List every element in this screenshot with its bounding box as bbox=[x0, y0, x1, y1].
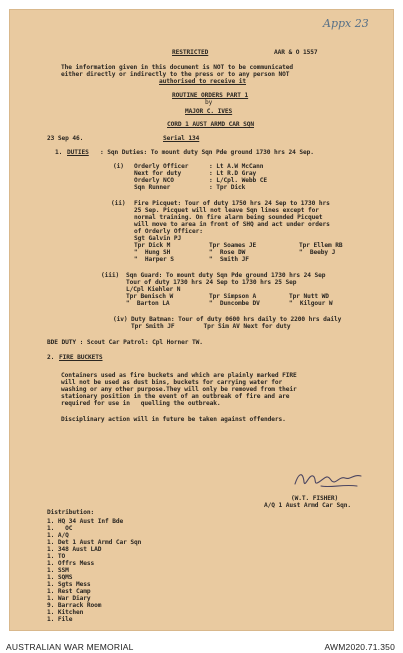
orders-by: by bbox=[205, 99, 213, 106]
name-cell: " Kilgour W bbox=[289, 300, 333, 307]
order-date: 23 Sep 46. bbox=[47, 135, 84, 142]
name-cell: " Smith JF bbox=[209, 256, 249, 263]
name-cell: Tpr Nutt WD bbox=[289, 293, 329, 300]
section-heading: FIRE BUCKETS bbox=[59, 354, 103, 361]
duty-line: Sgt Galvin PJ bbox=[134, 235, 182, 242]
body-line: Containers used as fire buckets and which are plainly marked FIRE bbox=[61, 372, 297, 379]
signatory-name: (W.T. FISHER) bbox=[291, 495, 339, 502]
bde-duty: BDE DUTY : Scout Car Patrol: Cpl Horner TW. bbox=[47, 339, 203, 346]
item-number: (ii) bbox=[111, 200, 126, 207]
body-line: required for use in quelling the outbreak. bbox=[61, 400, 221, 407]
duty-role: Orderly Officer bbox=[134, 163, 189, 170]
body-line: stationary position in the event of an outbreak of fire and are bbox=[61, 393, 290, 400]
distribution-item: 1. 348 Aust LAD bbox=[47, 546, 102, 553]
distribution-item: 1. SSM bbox=[47, 567, 69, 574]
distribution-item: 1. Sgts Mess bbox=[47, 581, 91, 588]
name-cell: Tpr Simpson A bbox=[209, 293, 257, 300]
name-cell: " Barton LA bbox=[126, 300, 170, 307]
distribution-item: 1. Rest Camp bbox=[47, 588, 91, 595]
duty-person: : Lt R.D Gray bbox=[209, 170, 257, 177]
section-line: : Sqn Duties: To mount duty Sqn Pde ground 1730 hrs 24 Sep. bbox=[100, 149, 314, 156]
item-number: (iii) bbox=[101, 272, 120, 279]
notice-line: either directly or indirectly to the press or to any person NOT bbox=[61, 71, 290, 78]
duty-line: Duty Batman: Tour of duty 0600 hrs daily to 2200 hrs daily bbox=[131, 316, 342, 323]
document-page bbox=[9, 9, 394, 631]
orders-title: ROUTINE ORDERS PART 1 bbox=[172, 92, 249, 99]
duty-line: 25 Sep. Picquet will not leave Sqn lines except for bbox=[134, 207, 319, 214]
item-number: (i) bbox=[113, 163, 124, 170]
duty-person: : L/Cpl. Webb CE bbox=[209, 177, 268, 184]
duty-line: Tour of duty 1730 hrs 24 Sep to 1730 hrs 25 Sep bbox=[126, 279, 297, 286]
footer-credit: AUSTRALIAN WAR MEMORIAL bbox=[6, 642, 134, 652]
serial-number: Serial 134 bbox=[163, 135, 200, 142]
name-cell: Tpr Ellem RB bbox=[299, 242, 343, 249]
name-cell: " Harper S bbox=[134, 256, 174, 263]
name-cell: " Beeby J bbox=[299, 249, 336, 256]
classification: RESTRICTED bbox=[172, 49, 209, 56]
name-cell: " Hung SH bbox=[134, 249, 171, 256]
officer-name: MAJOR C. IVES bbox=[185, 108, 233, 115]
distribution-item: 1. War Diary bbox=[47, 595, 91, 602]
name-cell: Tpr Benisch W bbox=[126, 293, 174, 300]
duty-line: normal training. On fire alarm being sounded Picquet bbox=[134, 214, 323, 221]
body-line: Disciplinary action will in future be taken against offenders. bbox=[61, 416, 286, 423]
duty-line: Tpr Smith JF Tpr Sim AV Next for duty bbox=[131, 323, 291, 330]
section-number: 2. bbox=[47, 354, 55, 361]
signatory-role: A/Q 1 Aust Armd Car Sqn. bbox=[264, 502, 352, 509]
name-cell: Tpr Dick M bbox=[134, 242, 171, 249]
distribution-item: 9. Barrack Room bbox=[47, 602, 102, 609]
duty-role: Orderly NCO bbox=[134, 177, 174, 184]
duty-line: Sqn Guard: To mount duty Sqn Pde ground 1730 hrs 24 Sep bbox=[126, 272, 326, 279]
distribution-item: 1. Det 1 Aust Armd Car Sqn bbox=[47, 539, 142, 546]
duty-role: Sqn Runner bbox=[134, 184, 171, 191]
duty-line: of Orderly Officer: bbox=[134, 228, 203, 235]
body-line: will not be used as dust bins, buckets for carrying water for bbox=[61, 379, 283, 386]
duty-person: : Lt A.W McCann bbox=[209, 163, 264, 170]
section-number: 1. bbox=[55, 149, 63, 156]
image-footer bbox=[0, 636, 403, 653]
duty-line: will move to area in front of SHQ and act under orders bbox=[134, 221, 330, 228]
duty-line: L/Cpl Kiehler N bbox=[126, 286, 181, 293]
name-cell: " Duncombe DV bbox=[209, 300, 260, 307]
notice-line: authorised to receive it bbox=[159, 78, 247, 85]
distribution-item: 1. Offrs Mess bbox=[47, 560, 95, 567]
duty-role: Next for duty bbox=[134, 170, 182, 177]
duty-line: Fire Picquet: Tour of duty 1750 hrs 24 Sep to 1730 hrs bbox=[134, 200, 330, 207]
distribution-item: 1. A/Q bbox=[47, 532, 69, 539]
distribution-item: 1. TO bbox=[47, 553, 66, 560]
distribution-label: Distribution: bbox=[47, 509, 95, 516]
duty-person: : Tpr Dick bbox=[209, 184, 246, 191]
item-number: (iv) bbox=[113, 316, 128, 323]
distribution-item: 1. OC bbox=[47, 525, 73, 532]
reference: AAR & O 1557 bbox=[274, 49, 318, 56]
unit-name: CORD 1 AUST ARMD CAR SQN bbox=[167, 121, 255, 128]
distribution-item: 1. File bbox=[47, 616, 73, 623]
footer-accession: AWM2020.71.350 bbox=[324, 642, 395, 652]
distribution-item: 1. Kitchen bbox=[47, 609, 84, 616]
notice-line: The information given in this document is NOT to be communicated bbox=[61, 64, 294, 71]
name-cell: Tpr Soames JE bbox=[209, 242, 257, 249]
handwritten-annotation: Appx 23 bbox=[323, 17, 369, 30]
body-line: washing or any other purpose.They will only be removed from their bbox=[61, 386, 297, 393]
section-heading: DUTIES bbox=[67, 149, 89, 156]
name-cell: " Rose DW bbox=[209, 249, 246, 256]
distribution-item: 1. HQ 34 Aust Inf Bde bbox=[47, 518, 124, 525]
signature-scribble bbox=[291, 468, 371, 494]
distribution-item: 1. SQMS bbox=[47, 574, 73, 581]
